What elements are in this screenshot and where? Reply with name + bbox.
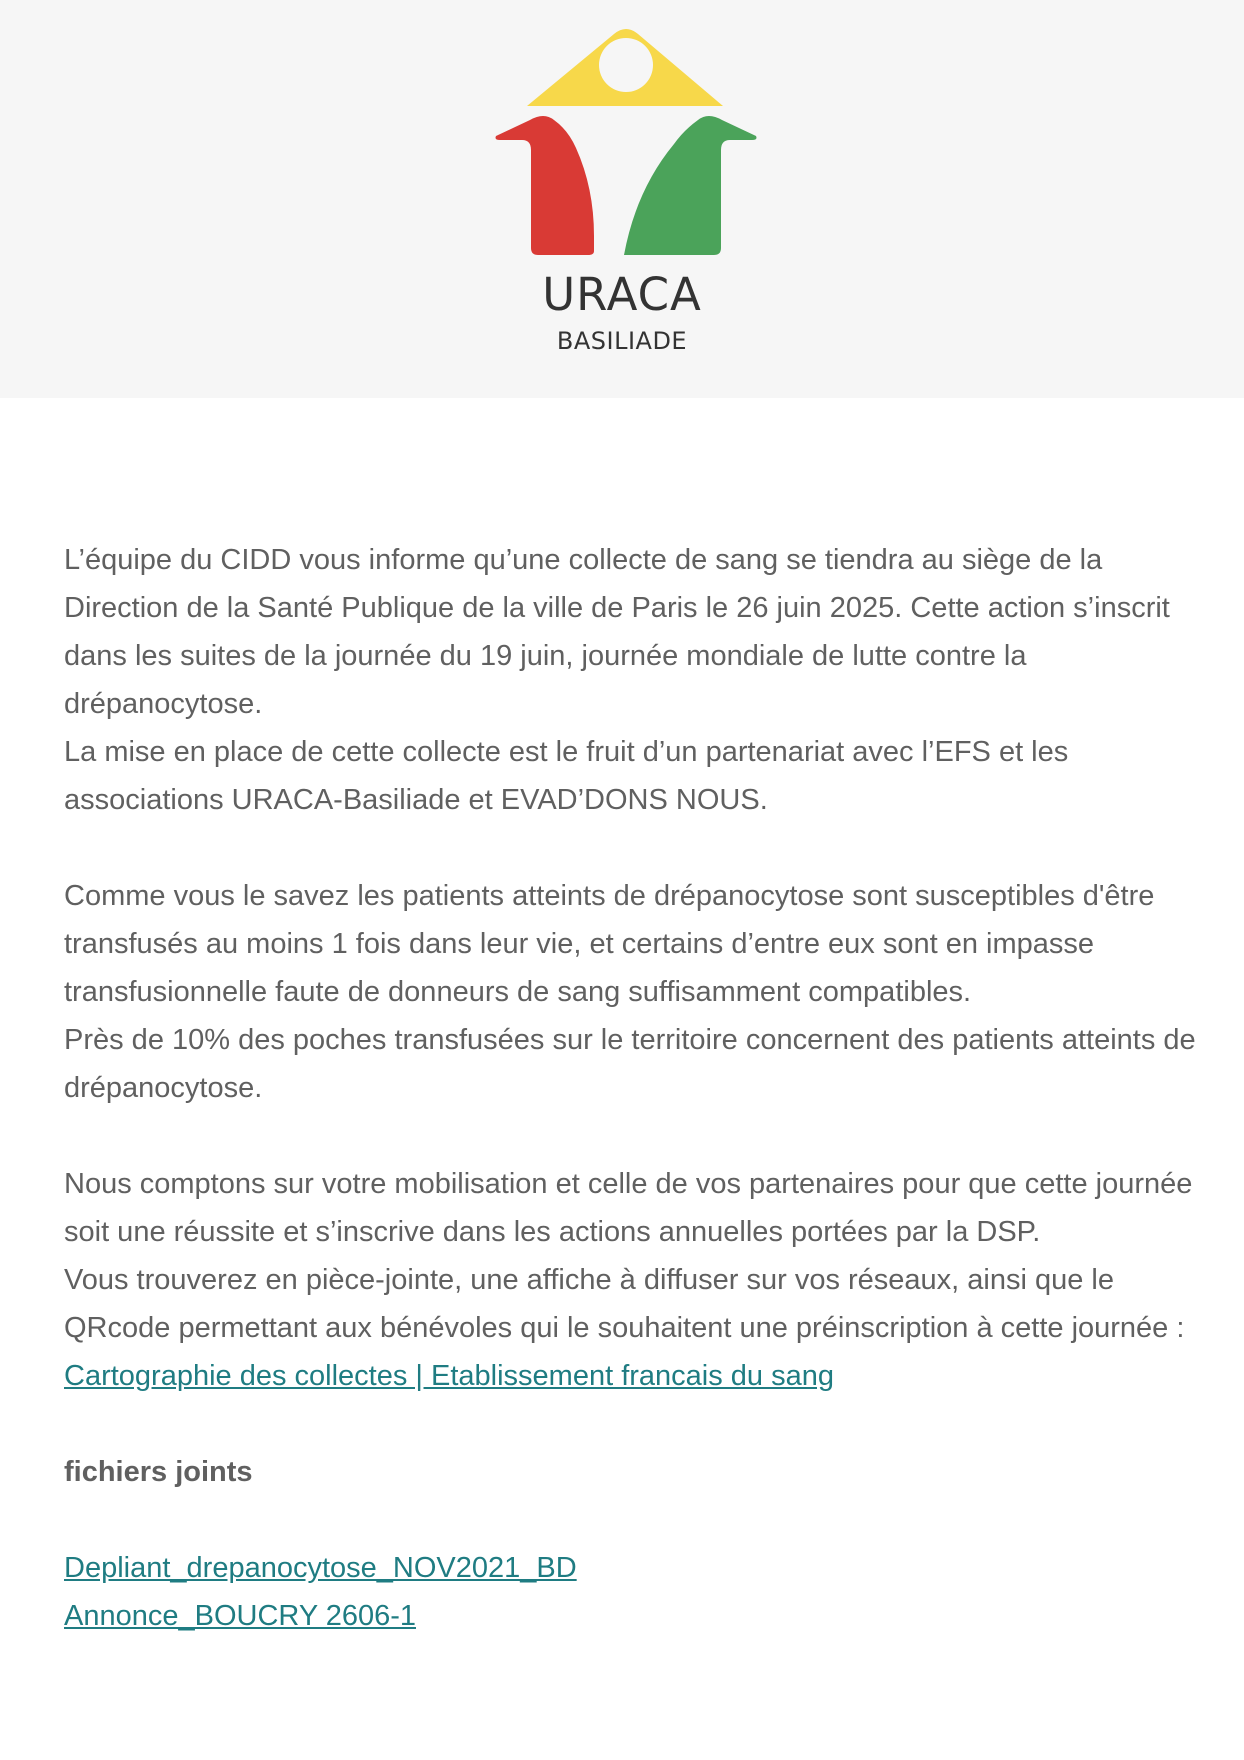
paragraph-spacer <box>64 824 1204 872</box>
body-paragraph: Comme vous le savez les patients atteints de drépanocytose sont susceptibles d'être transfusés au moins 1 fois dans leur vie, et certains d’entre eux sont en impasse transfusionnelle faute de donneurs de sang suffisamment compatibles. <box>64 880 1155 1008</box>
uraca-logo-icon <box>488 26 764 276</box>
body-paragraph-text: Vous trouverez en pièce-jointe, une affiche à diffuser sur vos réseaux, ainsi que le QRcode permettant aux bénévoles qui le souhaitent une préinscription à cette journée : <box>64 1264 1185 1344</box>
efs-cartography-link[interactable]: Cartographie des collectes | Etablissement francais du sang <box>64 1360 835 1392</box>
paragraph-spacer <box>64 1112 1204 1160</box>
body-paragraph: Près de 10% des poches transfusées sur le territoire concernent des patients atteints de drépanocytose. <box>64 1024 1196 1104</box>
attachment-item <box>64 1544 1204 1592</box>
body-paragraph: Nous comptons sur votre mobilisation et celle de vos partenaires pour que cette journée soit une réussite et s’inscrive dans les actions annuelles portées par la DSP. <box>64 1168 1193 1248</box>
logo-red-arm-shape <box>496 116 595 255</box>
email-header-banner <box>0 0 1244 398</box>
paragraph-spacer <box>64 1496 1204 1544</box>
body-paragraph: La mise en place de cette collecte est le fruit d’un partenariat avec l’EFS et les associations URACA-Basiliade et EVAD’DONS NOUS. <box>64 736 1069 816</box>
attachments-title: fichiers joints <box>64 1456 253 1488</box>
body-paragraph: L’équipe du CIDD vous informe qu’une collecte de sang se tiendra au siège de la Direction de la Santé Publique de la ville de Paris le 26 juin 2025. Cette action s’inscrit dans les suites de la journée du 19 juin, journée mondiale de lutte contre la drépanocytose. <box>64 544 1170 720</box>
logo-roof-shape <box>527 29 723 106</box>
attachment-link-annonce[interactable]: Annonce_BOUCRY 2606-1 <box>64 1600 416 1632</box>
paragraph-spacer <box>64 1400 1204 1448</box>
body-paragraph-with-link <box>64 1256 1204 1400</box>
brand-name: URACA <box>542 268 702 321</box>
email-body <box>64 536 1204 1640</box>
brand-subtitle: BASILIADE <box>556 327 688 355</box>
attachment-item <box>64 1592 1204 1640</box>
logo-green-arm-shape <box>624 116 757 255</box>
attachment-link-depliant[interactable]: Depliant_drepanocytose_NOV2021_BD <box>64 1552 577 1584</box>
